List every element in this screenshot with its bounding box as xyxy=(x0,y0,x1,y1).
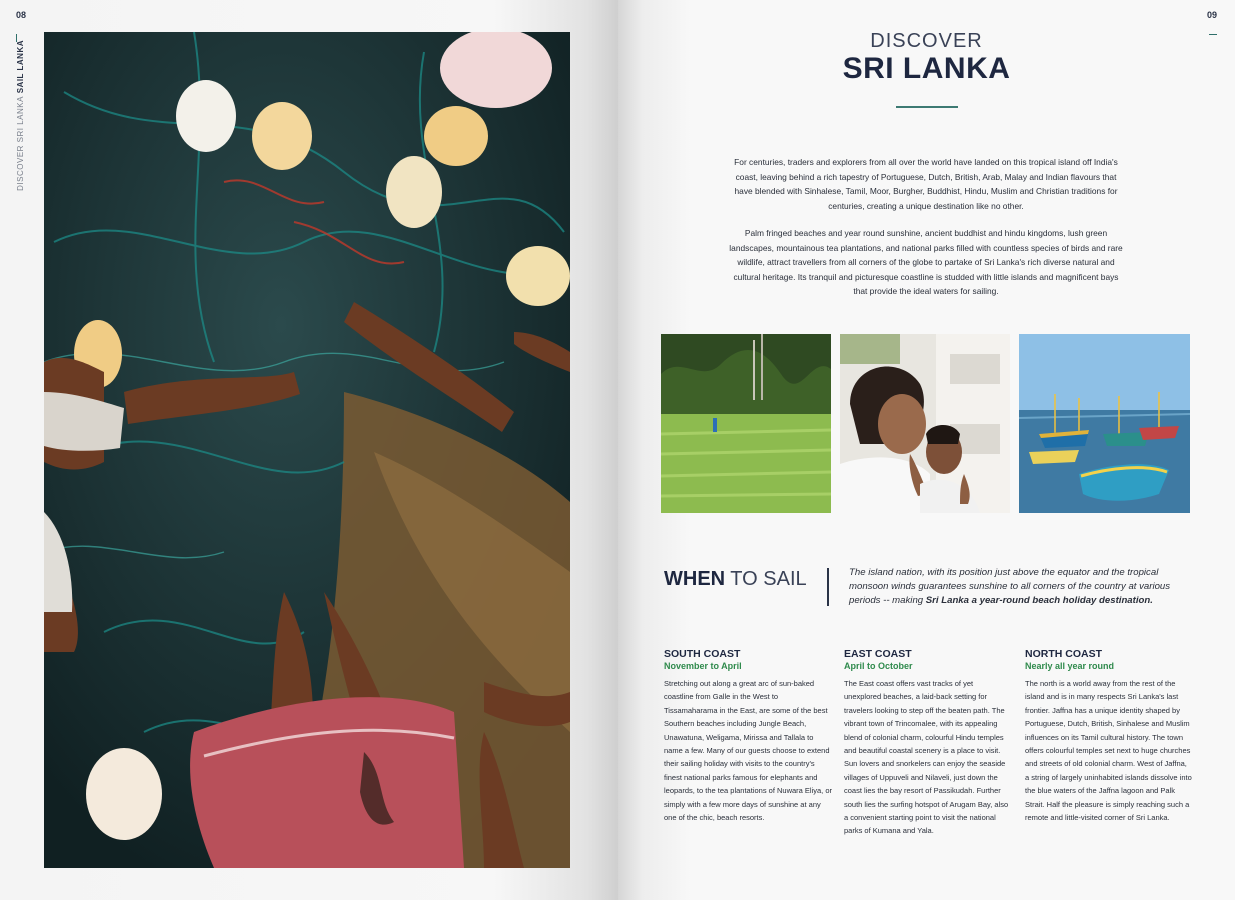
when-quote xyxy=(849,566,1189,608)
when-quote-emphasis: Sri Lanka a year-round beach holiday destination. xyxy=(925,595,1153,606)
when-to-sail-heading xyxy=(664,568,807,591)
column-season: November to April xyxy=(664,661,742,671)
page-title: SRI LANKA xyxy=(842,52,1011,85)
side-label-section: DISCOVER SRI LANKA xyxy=(16,96,25,191)
side-label-brand: SAIL LANKA xyxy=(16,40,25,94)
column-title: EAST COAST xyxy=(844,648,912,660)
column-body: Stretching out along a great arc of sun-baked coastline from Galle in the West to Tissamaharama in the East, are some of the best Southern beaches including Jungle Beach, Unawatuna, Weligama, Mirissa and Tallala to name a few. Many of our guests choose to extend their sailing holiday with visits to the country's finest national parks famous for elephants and leopards, to the tea plantations of Nuwara Eliya, or simply with a few more days of sunshine at any one of the chic, beach resorts. xyxy=(664,679,833,823)
east-coast-column xyxy=(844,648,1012,838)
fishermen-nets-photo xyxy=(44,32,570,868)
intro-paragraph-1: For centuries, traders and explorers from all over the world have landed on this tropical island off India's coast, leaving behind a rich tapestry of Portuguese, Dutch, British, Arab, Malay and Indian flavours that have blended with Sinhalese, Tamil, Moor, Burgher, Buddhist, Hindu, Muslim and Christian traditions for centuries, creating a unique destination like no other. xyxy=(734,157,1118,211)
column-title: SOUTH COAST xyxy=(664,648,741,660)
page-number-left: 08 xyxy=(16,10,27,20)
when-title-light: TO SAIL xyxy=(725,568,807,590)
right-page xyxy=(618,0,1235,900)
north-coast-column xyxy=(1025,648,1193,824)
south-coast-column xyxy=(664,648,832,824)
column-title: NORTH COAST xyxy=(1025,648,1102,660)
title-kicker: DISCOVER xyxy=(870,30,983,52)
column-season: April to October xyxy=(844,661,913,671)
page-number-right: 09 xyxy=(1206,10,1217,20)
side-label xyxy=(16,40,25,191)
column-season: Nearly all year round xyxy=(1025,661,1115,671)
fishermen-nets-illustration xyxy=(44,32,570,868)
title-underline xyxy=(896,106,958,108)
when-quote-text: The island nation, with its position just above the equator and the tropical monsoon winds guarantees sunshine to all corners of the country at various periods -- making xyxy=(849,567,1171,606)
when-divider xyxy=(827,568,829,606)
praying-children-photo xyxy=(840,334,1010,513)
when-title-bold: WHEN xyxy=(664,568,726,590)
rice-paddy-photo xyxy=(661,334,831,513)
intro-paragraph-2: Palm fringed beaches and year round sunshine, ancient buddhist and hindu kingdoms, lush green landscapes, mountainous tea plantations, and national parks filled with countless species of birds and rare wildlife, attract travellers from all corners of the globe to partake of Sri Lanka's rich diverse natural and cultural heritage. Its tranquil and picturesque coastline is studded with little islands and magnificent bays that provide the ideal waters for sailing. xyxy=(729,228,1123,297)
column-body: The East coast offers vast tracks of yet unexplored beaches, a laid-back setting for travelers looking to step off the beaten path. The vibrant town of Trincomalee, with its appealing blend of colonial charm, colourful Hindu temples and beautiful coastal scenery is a place to visit. Sun lovers and snorkelers can enjoy the seaside villages of Uppuveli and Nilaveli, just down the coast lies the bay resort of Passikudah. Further south lies the surfing hotspot of Arugam Bay, also a convenient starting point to visit the national parks of Kumana and Yala. xyxy=(844,679,1009,836)
column-body: The north is a world away from the rest of the island and is in many respects Sri Lanka's last frontier. Jaffna has a unique identity shaped by Portuguese, Dutch, British, Sinhalese and Muslim influences on its Tamil cultural history. The town offers colourful temples set next to huge churches and streets of old colonial charm. West of Jaffna, a string of largely uninhabited islands dissolve into the blue waters of the Jaffna lagoon and Palk Strait. Half the pleasure is simply reaching such a remote and little-visited corner of Sri Lanka. xyxy=(1025,679,1192,823)
fishing-boats-photo xyxy=(1019,334,1190,513)
